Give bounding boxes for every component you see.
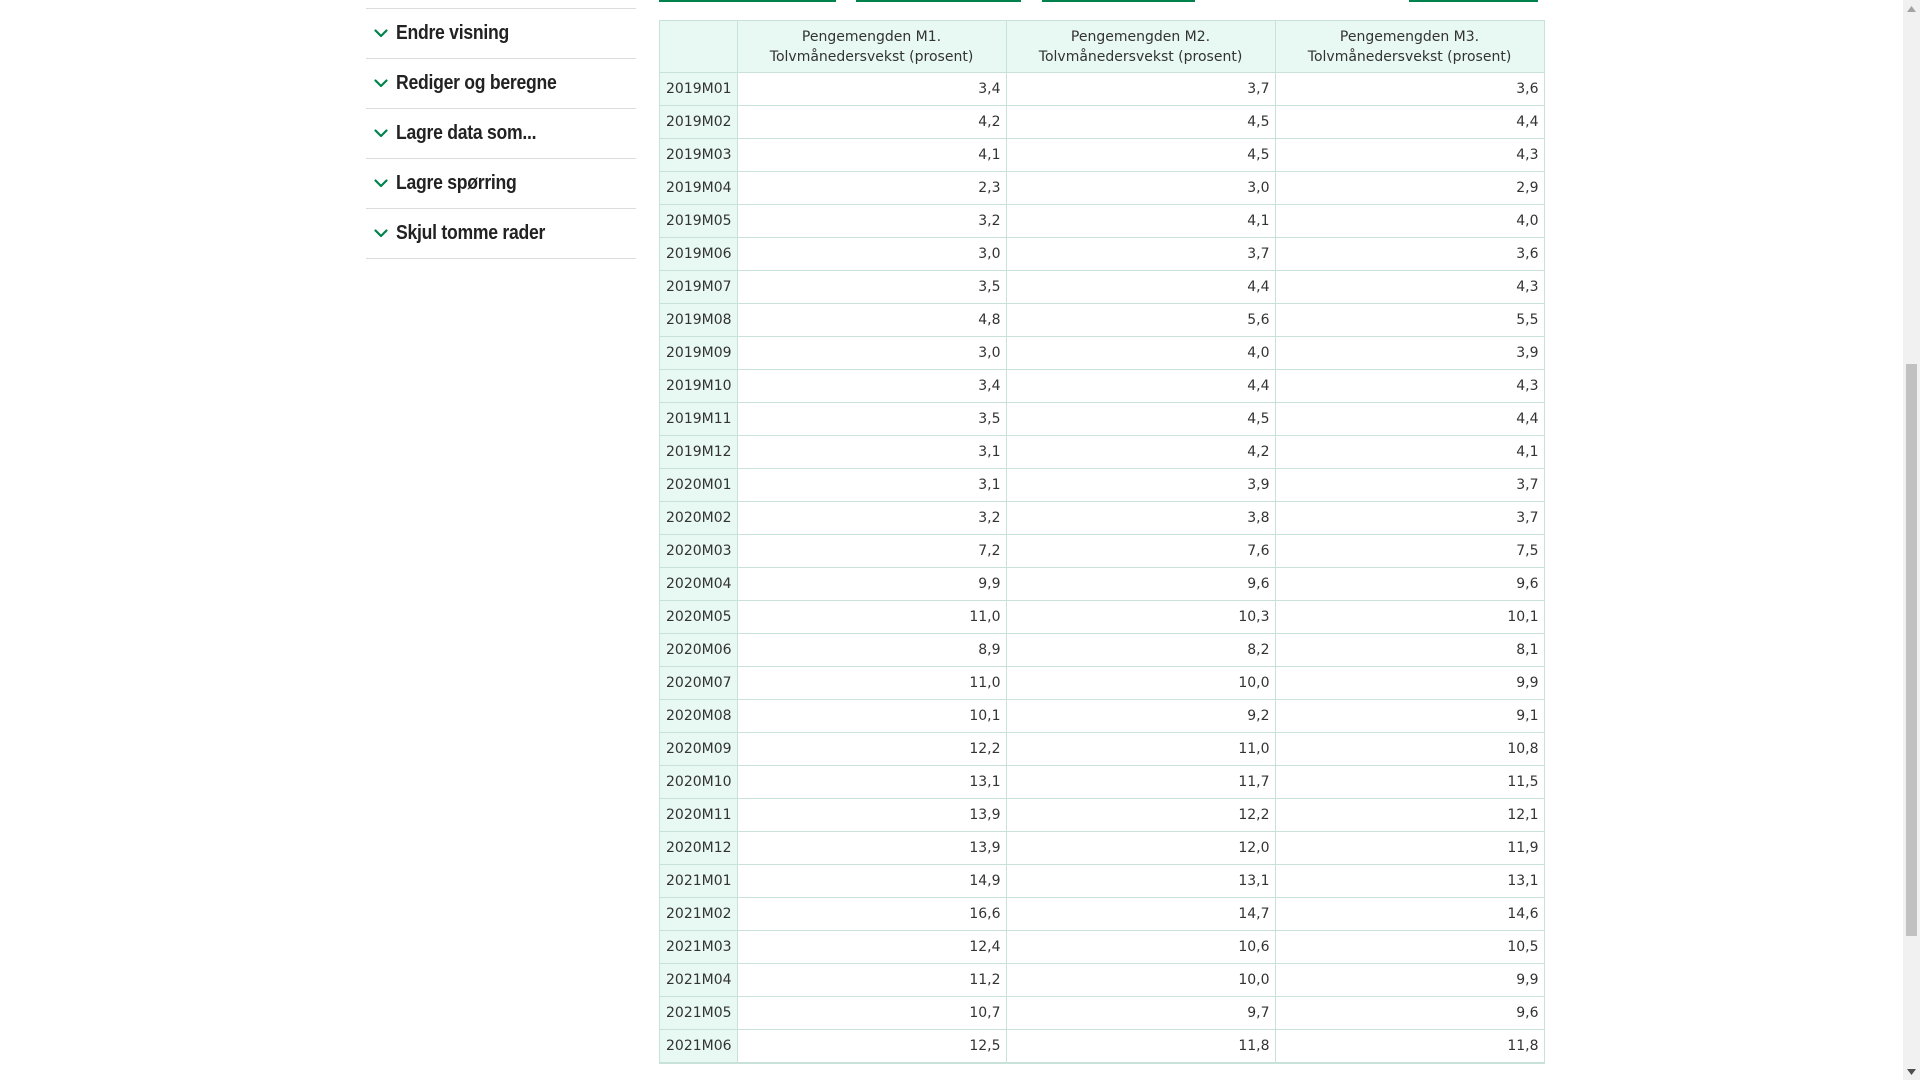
row-header-period: 2019M05 xyxy=(660,205,738,238)
table-cell-value: 3,0 xyxy=(737,337,1006,370)
toolbar-button-edge[interactable] xyxy=(1409,0,1538,2)
table-cell-value: 9,9 xyxy=(1275,964,1544,997)
row-header-period: 2020M04 xyxy=(660,568,738,601)
table-cell-value: 4,0 xyxy=(1006,337,1275,370)
table-cell-value: 10,7 xyxy=(737,997,1006,1030)
row-header-period: 2020M03 xyxy=(660,535,738,568)
accordion-item[interactable] xyxy=(366,209,636,259)
table-cell-value: 4,4 xyxy=(1006,370,1275,403)
table-cell-value: 4,1 xyxy=(1006,205,1275,238)
table-cell-value: 8,9 xyxy=(737,634,1006,667)
row-header-period: 2021M06 xyxy=(660,1030,738,1063)
table-cell-value: 11,0 xyxy=(1006,733,1275,766)
column-header-line2: Tolvmånedersvekst (prosent) xyxy=(769,48,974,65)
table-cell-value: 3,6 xyxy=(1275,238,1544,271)
table-cell-value: 10,0 xyxy=(1006,667,1275,700)
scroll-down-arrow-icon[interactable] xyxy=(1903,1063,1920,1080)
column-header xyxy=(737,21,1006,73)
table-cell-value: 7,2 xyxy=(737,535,1006,568)
table-cell-value: 9,1 xyxy=(1275,700,1544,733)
scroll-up-arrow-icon[interactable] xyxy=(1903,0,1920,17)
table-cell-value: 13,1 xyxy=(737,766,1006,799)
table-cell-value: 3,6 xyxy=(1275,73,1544,106)
table-cell-value: 9,6 xyxy=(1275,568,1544,601)
table-body xyxy=(660,73,1545,1063)
table-cell-value: 11,2 xyxy=(737,964,1006,997)
table-cell-value: 4,3 xyxy=(1275,139,1544,172)
table-cell-value: 12,1 xyxy=(1275,799,1544,832)
table-row xyxy=(660,370,1545,403)
table-row xyxy=(660,700,1545,733)
table-row xyxy=(660,898,1545,931)
table-cell-value: 2,3 xyxy=(737,172,1006,205)
table-cell-value: 11,0 xyxy=(737,667,1006,700)
table-header-row xyxy=(660,21,1545,73)
table-cell-value: 10,6 xyxy=(1006,931,1275,964)
table-cell-value: 8,1 xyxy=(1275,634,1544,667)
row-header-period: 2020M09 xyxy=(660,733,738,766)
table-row xyxy=(660,238,1545,271)
table-row xyxy=(660,601,1545,634)
table-cell-value: 12,4 xyxy=(737,931,1006,964)
table-cell-value: 11,8 xyxy=(1006,1030,1275,1063)
table-cell-value: 3,4 xyxy=(737,370,1006,403)
table-cell-value: 14,7 xyxy=(1006,898,1275,931)
accordion-label: Endre visning xyxy=(396,22,509,44)
toolbar-button-edge[interactable] xyxy=(659,0,836,2)
accordion-item[interactable] xyxy=(366,59,636,109)
table-row xyxy=(660,535,1545,568)
column-header-line1: Pengemengden M2. xyxy=(1070,28,1211,45)
table-cell-value: 4,2 xyxy=(1006,436,1275,469)
data-table xyxy=(659,20,1545,1064)
table-cell-value: 4,5 xyxy=(1006,403,1275,436)
table-row xyxy=(660,73,1545,106)
table-cell-value: 10,0 xyxy=(1006,964,1275,997)
table-cell-value: 5,6 xyxy=(1006,304,1275,337)
table-cell-value: 13,1 xyxy=(1275,865,1544,898)
accordion-item[interactable] xyxy=(366,9,636,59)
table-cell-value: 3,9 xyxy=(1275,337,1544,370)
table-cell-value: 14,9 xyxy=(737,865,1006,898)
table-cell-value: 13,9 xyxy=(737,799,1006,832)
accordion-item[interactable] xyxy=(366,109,636,159)
table-cell-value: 13,9 xyxy=(737,832,1006,865)
table-corner-cell xyxy=(660,21,738,73)
table-cell-value: 9,2 xyxy=(1006,700,1275,733)
table-row xyxy=(660,271,1545,304)
table-cell-value: 3,2 xyxy=(737,502,1006,535)
table-cell-value: 4,1 xyxy=(1275,436,1544,469)
table-cell-value: 11,0 xyxy=(737,601,1006,634)
table-cell-value: 10,5 xyxy=(1275,931,1544,964)
table-row xyxy=(660,436,1545,469)
table-cell-value: 7,6 xyxy=(1006,535,1275,568)
chevron-down-icon xyxy=(366,79,396,88)
table-row xyxy=(660,1030,1545,1063)
table-row xyxy=(660,733,1545,766)
accordion-label: Rediger og beregne xyxy=(396,72,557,94)
table-cell-value: 9,9 xyxy=(737,568,1006,601)
table-row xyxy=(660,304,1545,337)
accordion-label: Lagre data som... xyxy=(396,122,537,144)
row-header-period: 2020M11 xyxy=(660,799,738,832)
row-header-period: 2021M03 xyxy=(660,931,738,964)
row-header-period: 2021M04 xyxy=(660,964,738,997)
table-cell-value: 4,3 xyxy=(1275,370,1544,403)
table-row xyxy=(660,469,1545,502)
table-cell-value: 3,1 xyxy=(737,436,1006,469)
row-header-period: 2020M08 xyxy=(660,700,738,733)
table-cell-value: 3,0 xyxy=(1006,172,1275,205)
table-cell-value: 4,0 xyxy=(1275,205,1544,238)
row-header-period: 2019M01 xyxy=(660,73,738,106)
table-row xyxy=(660,799,1545,832)
sidebar-accordion xyxy=(366,8,636,259)
table-row xyxy=(660,337,1545,370)
table-row xyxy=(660,667,1545,700)
table-cell-value: 9,9 xyxy=(1275,667,1544,700)
table-cell-value: 9,7 xyxy=(1006,997,1275,1030)
table-row xyxy=(660,172,1545,205)
table-cell-value: 10,8 xyxy=(1275,733,1544,766)
row-header-period: 2019M02 xyxy=(660,106,738,139)
row-header-period: 2019M10 xyxy=(660,370,738,403)
table-cell-value: 3,7 xyxy=(1006,238,1275,271)
row-header-period: 2019M06 xyxy=(660,238,738,271)
table-cell-value: 16,6 xyxy=(737,898,1006,931)
table-cell-value: 4,4 xyxy=(1006,271,1275,304)
accordion-item[interactable] xyxy=(366,159,636,209)
row-header-period: 2021M05 xyxy=(660,997,738,1030)
table-cell-value: 3,2 xyxy=(737,205,1006,238)
table-cell-value: 4,3 xyxy=(1275,271,1544,304)
chevron-down-icon xyxy=(366,129,396,138)
toolbar-button-edge[interactable] xyxy=(856,0,1021,2)
table-cell-value: 9,6 xyxy=(1275,997,1544,1030)
table-cell-value: 11,5 xyxy=(1275,766,1544,799)
table-cell-value: 11,8 xyxy=(1275,1030,1544,1063)
row-header-period: 2020M05 xyxy=(660,601,738,634)
table-row xyxy=(660,634,1545,667)
chevron-down-icon xyxy=(366,29,396,38)
table-cell-value: 3,7 xyxy=(1275,502,1544,535)
row-header-period: 2021M01 xyxy=(660,865,738,898)
accordion-label: Skjul tomme rader xyxy=(396,222,546,244)
table-cell-value: 12,5 xyxy=(737,1030,1006,1063)
table-row xyxy=(660,568,1545,601)
toolbar-button-edge[interactable] xyxy=(1042,0,1195,2)
row-header-period: 2019M03 xyxy=(660,139,738,172)
table-row xyxy=(660,997,1545,1030)
table-cell-value: 10,1 xyxy=(1275,601,1544,634)
column-header-line1: Pengemengden M3. xyxy=(1339,28,1480,45)
table-cell-value: 10,1 xyxy=(737,700,1006,733)
table-cell-value: 3,7 xyxy=(1275,469,1544,502)
table-row xyxy=(660,106,1545,139)
table-cell-value: 4,2 xyxy=(737,106,1006,139)
accordion-label: Lagre spørring xyxy=(396,172,517,194)
table-cell-value: 4,5 xyxy=(1006,106,1275,139)
table-cell-value: 3,9 xyxy=(1006,469,1275,502)
table-cell-value: 4,4 xyxy=(1275,403,1544,436)
row-header-period: 2019M07 xyxy=(660,271,738,304)
table-cell-value: 5,5 xyxy=(1275,304,1544,337)
chevron-down-icon xyxy=(366,229,396,238)
table-row xyxy=(660,865,1545,898)
row-header-period: 2020M06 xyxy=(660,634,738,667)
table-cell-value: 3,0 xyxy=(737,238,1006,271)
table-cell-value: 4,5 xyxy=(1006,139,1275,172)
table-cell-value: 11,7 xyxy=(1006,766,1275,799)
data-table-container xyxy=(659,20,1545,1064)
vertical-scrollbar[interactable] xyxy=(1903,0,1920,1080)
table-row xyxy=(660,832,1545,865)
column-header xyxy=(1275,21,1544,73)
table-row xyxy=(660,205,1545,238)
table-cell-value: 14,6 xyxy=(1275,898,1544,931)
column-header-line2: Tolvmånedersvekst (prosent) xyxy=(1307,48,1512,65)
table-row xyxy=(660,931,1545,964)
table-cell-value: 3,7 xyxy=(1006,73,1275,106)
chevron-down-icon xyxy=(366,179,396,188)
table-cell-value: 2,9 xyxy=(1275,172,1544,205)
table-row xyxy=(660,502,1545,535)
table-cell-value: 3,8 xyxy=(1006,502,1275,535)
table-cell-value: 9,6 xyxy=(1006,568,1275,601)
row-header-period: 2021M02 xyxy=(660,898,738,931)
table-cell-value: 3,4 xyxy=(737,73,1006,106)
row-header-period: 2019M04 xyxy=(660,172,738,205)
table-cell-value: 4,1 xyxy=(737,139,1006,172)
row-header-period: 2019M08 xyxy=(660,304,738,337)
table-cell-value: 3,5 xyxy=(737,403,1006,436)
table-row xyxy=(660,403,1545,436)
table-cell-value: 7,5 xyxy=(1275,535,1544,568)
row-header-period: 2019M11 xyxy=(660,403,738,436)
table-cell-value: 12,2 xyxy=(1006,799,1275,832)
column-header xyxy=(1006,21,1275,73)
table-cell-value: 8,2 xyxy=(1006,634,1275,667)
table-cell-value: 4,8 xyxy=(737,304,1006,337)
table-cell-value: 12,0 xyxy=(1006,832,1275,865)
table-cell-value: 11,9 xyxy=(1275,832,1544,865)
row-header-period: 2019M12 xyxy=(660,436,738,469)
table-cell-value: 3,5 xyxy=(737,271,1006,304)
row-header-period: 2020M02 xyxy=(660,502,738,535)
row-header-period: 2020M07 xyxy=(660,667,738,700)
table-cell-value: 10,3 xyxy=(1006,601,1275,634)
column-header-line2: Tolvmånedersvekst (prosent) xyxy=(1038,48,1243,65)
table-cell-value: 3,1 xyxy=(737,469,1006,502)
table-cell-value: 12,2 xyxy=(737,733,1006,766)
row-header-period: 2019M09 xyxy=(660,337,738,370)
table-cell-value: 13,1 xyxy=(1006,865,1275,898)
table-row xyxy=(660,766,1545,799)
row-header-period: 2020M01 xyxy=(660,469,738,502)
row-header-period: 2020M12 xyxy=(660,832,738,865)
table-row xyxy=(660,139,1545,172)
table-row xyxy=(660,964,1545,997)
scrollbar-thumb[interactable] xyxy=(1906,364,1917,936)
table-cell-value: 4,4 xyxy=(1275,106,1544,139)
row-header-period: 2020M10 xyxy=(660,766,738,799)
column-header-line1: Pengemengden M1. xyxy=(801,28,942,45)
